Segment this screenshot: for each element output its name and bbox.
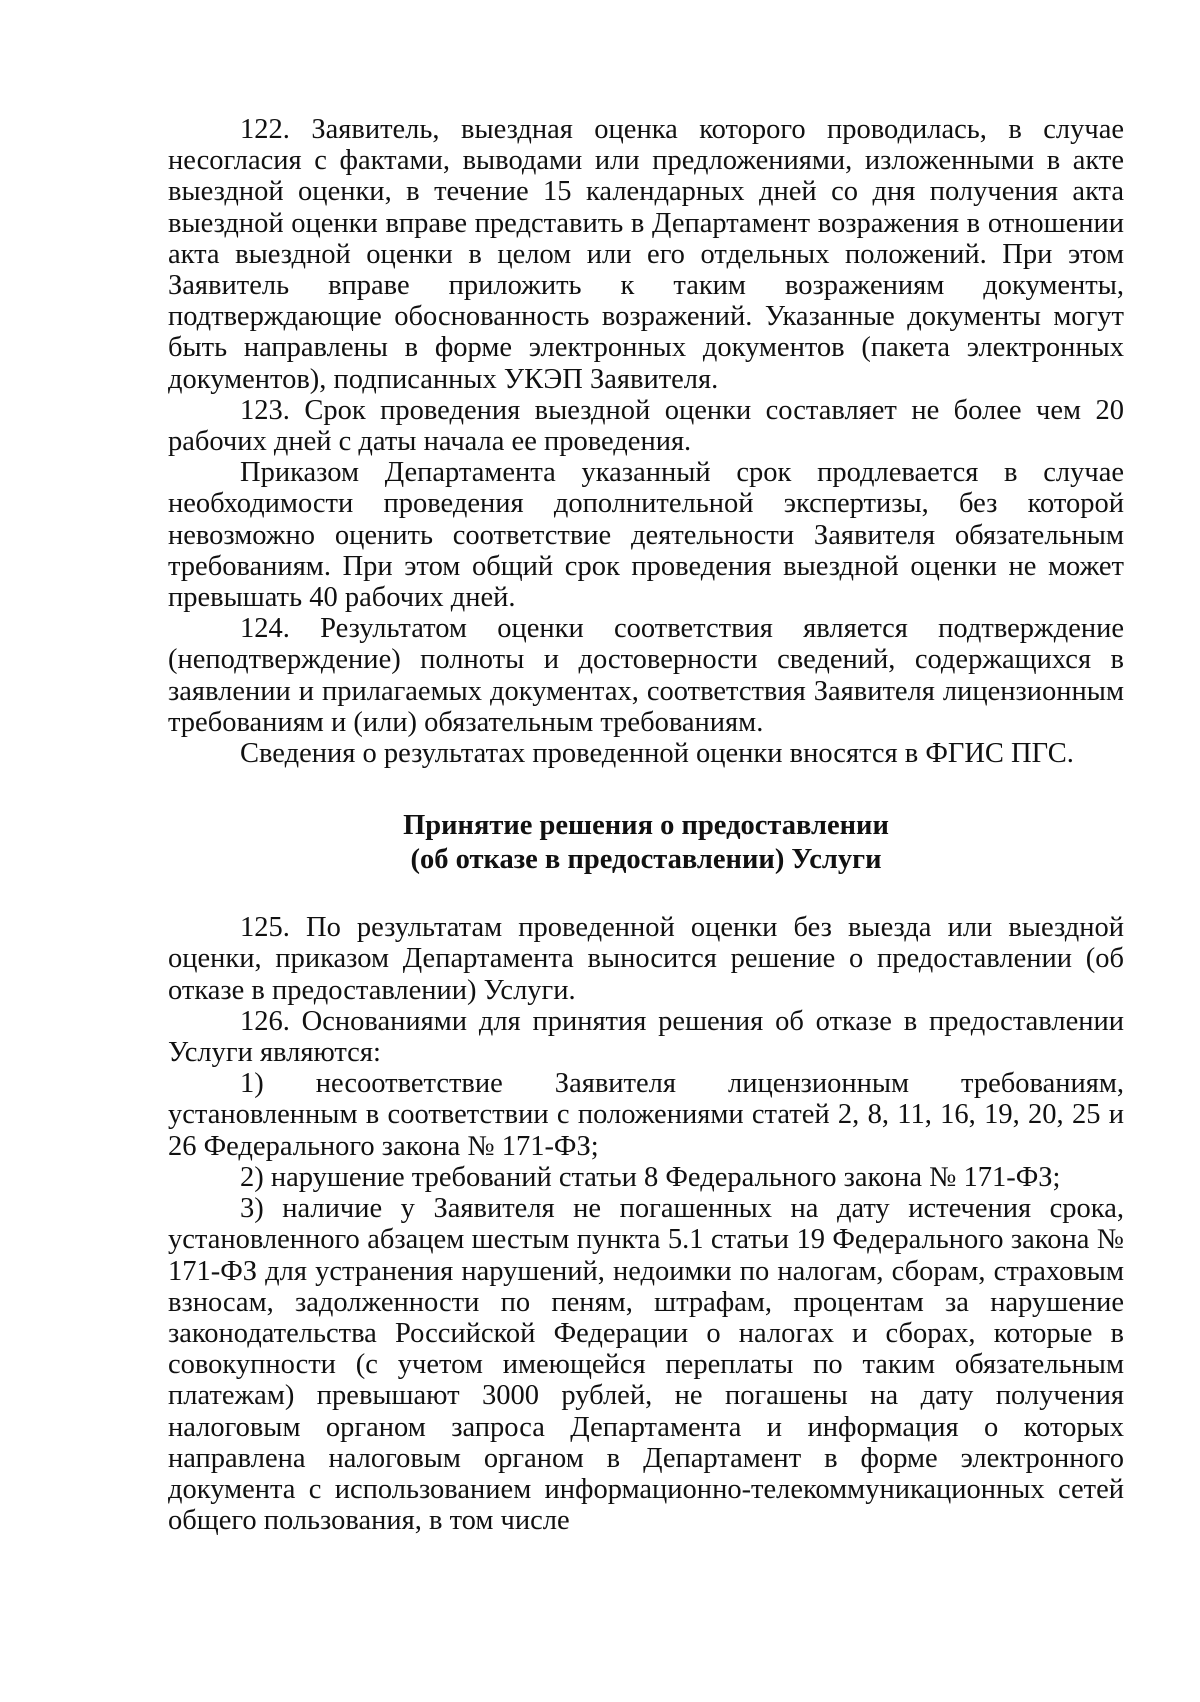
list-item-2: 2) нарушение требований статьи 8 Федерального закона № 171-ФЗ;: [240, 1161, 1061, 1193]
list-item-3: 3) наличие у Заявителя не погашенных на дату истечения срока, установленного абзацем шестым пункта 5.1 статьи 19 Федерального закона № 171-ФЗ для устранения нарушений, недоимки по налогам, сборам, страховым взносам, задолженности по пеням, штрафам, процентам за нарушение законодательства Российской Федерации о налогах и сборах, которые в совокупности (с учетом имеющейся переплаты по таким обязательным платежам) превышают 3000 рублей, не погашены на дату получения налоговым органом запроса Департамента и информация о которых направлена налоговым органом в Департамент в форме электронного документа с использованием информационно-телекоммуникационных сетей общего пользования, в том числе: [168, 1193, 1124, 1537]
paragraph-123-extension: Приказом Департамента указанный срок продлевается в случае необходимости проведения дополнительной экспертизы, без которой невозможно оценить соответствие деятельности Заявителя обязательным требованиям. При этом общий срок проведения выездной оценки не может превышать 40 рабочих дней.: [168, 457, 1124, 614]
paragraph-125: 125. По результатам проведенной оценки без выезда или выездной оценки, приказом Департамента выносится решение о предоставлении (об отказе в предоставлении) Услуги.: [168, 912, 1124, 1006]
paragraph-122: 122. Заявитель, выездная оценка которого проводилась, в случае несогласия с фактами, выводами или предложениями, изложенными в акте выездной оценки, в течение 15 календарных дней со дня получения акта выездной оценки вправе представить в Департамент возражения в отношении акта выездной оценки в целом или его отдельных положений. При этом Заявитель вправе приложить к таким возражениям документы, подтверждающие обоснованность возражений. Указанные документы могут быть направлены в форме электронных документов (пакета электронных документов), подписанных УКЭП Заявителя.: [168, 114, 1124, 395]
paragraph-124: 124. Результатом оценки соответствия является подтверждение (неподтверждение) полноты и достоверности сведений, содержащихся в заявлении и прилагаемых документах, соответствия Заявителя лицензионным требованиям и (или) обязательным требованиям.: [168, 613, 1124, 738]
section-heading-line-2: (об отказе в предоставлении) Услуги: [410, 844, 882, 876]
section-heading: [168, 809, 1124, 877]
paragraph-124-results: Сведения о результатах проведенной оценки вносятся в ФГИС ПГС.: [240, 738, 1074, 770]
paragraph-126: 126. Основаниями для принятия решения об отказе в предоставлении Услуги являются:: [168, 1005, 1124, 1069]
section-heading-line-1: Принятие решения о предоставлении: [403, 810, 889, 842]
paragraph-123: 123. Срок проведения выездной оценки составляет не более чем 20 рабочих дней с даты начала ее проведения.: [168, 394, 1124, 458]
document-body: [168, 114, 1124, 1536]
list-item-1: 1) несоответствие Заявителя лицензионным требованиям, установленным в соответствии с положениями статей 2, 8, 11, 16, 19, 20, 25 и 26 Федерального закона № 171-ФЗ;: [168, 1068, 1124, 1162]
